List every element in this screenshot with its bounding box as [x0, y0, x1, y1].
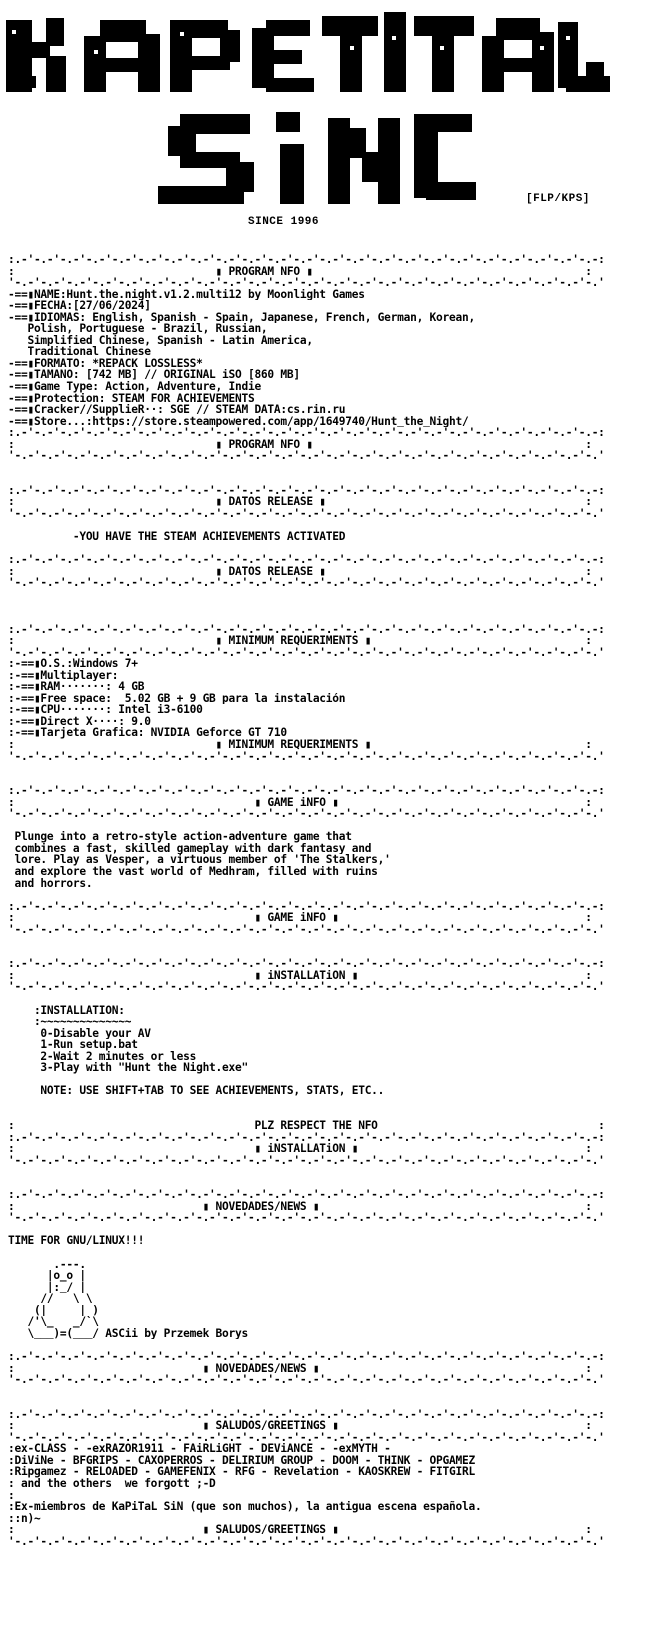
nfo-line	[8, 1224, 648, 1236]
nfo-line	[8, 1339, 648, 1351]
nfo-line: -==▮Game Type: Action, Adventure, Indie	[8, 381, 261, 393]
nfo-line: '-.-'-.-'-.-'-.-'-.-'-.-'-.-'-.-'-.-'-.-'-.-'-.-'-.-'-.-'-.-'-.-'-.-'-.-'-.-'-.-'-.-'-.-'-.'	[8, 750, 605, 763]
nfo-line: |o_o |	[8, 1270, 86, 1282]
nfo-line: : ▮ PROGRAM NFO ▮ :	[8, 265, 592, 278]
group-logo	[0, 0, 656, 228]
nfo-line: ::n)~	[8, 1512, 41, 1525]
nfo-line	[8, 462, 648, 474]
nfo-line: :-==▮CPU·······: Intel i3-6100	[8, 704, 203, 716]
nfo-line: '-.-'-.-'-.-'-.-'-.-'-.-'-.-'-.-'-.-'-.-'-.-'-.-'-.-'-.-'-.-'-.-'-.-'-.-'-.-'-.-'-.-'-.-'-.'	[8, 277, 605, 289]
nfo-line: '-.-'-.-'-.-'-.-'-.-'-.-'-.-'-.-'-.-'-.-'-.-'-.-'-.-'-.-'-.-'-.-'-.-'-.-'-.-'-.-'-.-'-.-'-.'	[8, 1431, 605, 1444]
nfo-line: '-.-'-.-'-.-'-.-'-.-'-.-'-.-'-.-'-.-'-.-'-.-'-.-'-.-'-.-'-.-'-.-'-.-'-.-'-.-'-.-'-.-'-.-'-.'	[8, 1535, 605, 1548]
nfo-line	[8, 774, 648, 786]
nfo-line: :ex-CLASS - -exRAZOR1911 - FAiRLiGHT - DEViANCE - -exMYTH -	[8, 1443, 391, 1455]
nfo-line: :.-'-.-'-.-'-.-'-.-'-.-'-.-'-.-'-.-'-.-'-.-'-.-'-.-'-.-'-.-'-.-'-.-'-.-'-.-'-.-'-.-'-.-'-.-:	[8, 785, 605, 797]
nfo-line: : ▮ DATOS RELEASE ▮ :	[8, 496, 592, 509]
nfo-line: : ▮ SALUDOS/GREETINGS ▮ :	[8, 1524, 592, 1536]
logo-word-kapital	[0, 6, 620, 106]
nfo-line: \___)=(___/ ASCii by Przemek Borys	[8, 1327, 248, 1340]
nfo-line: :-==▮Multiplayer:	[8, 669, 119, 682]
nfo-line: :.-'-.-'-.-'-.-'-.-'-.-'-.-'-.-'-.-'-.-'-.-'-.-'-.-'-.-'-.-'-.-'-.-'-.-'-.-'-.-'-.-'-.-'-.-:	[8, 1131, 605, 1144]
nfo-line: lore. Play as Vesper, a virtuous member of 'The Stalkers,'	[8, 854, 391, 866]
nfo-line: : PLZ RESPECT THE NFO :	[8, 1120, 605, 1132]
nfo-line: -==▮FECHA:[27/06/2024]	[8, 300, 151, 312]
nfo-line: :	[8, 1489, 15, 1502]
nfo-line: -==▮NAME:Hunt.the.night.v1.2.multi12 by Moonlight Games	[8, 288, 365, 301]
nfo-line: :.-'-.-'-.-'-.-'-.-'-.-'-.-'-.-'-.-'-.-'-.-'-.-'-.-'-.-'-.-'-.-'-.-'-.-'-.-'-.-'-.-'-.-'-.-:	[8, 484, 605, 497]
nfo-line: : ▮ iNSTALLATiON ▮ :	[8, 969, 592, 982]
nfo-line	[8, 1074, 648, 1086]
nfo-line: :Ex-miembros de KaPiTaL SiN (que son muchos), la antigua escena española.	[8, 1501, 482, 1513]
nfo-line: :.-'-.-'-.-'-.-'-.-'-.-'-.-'-.-'-.-'-.-'-.-'-.-'-.-'-.-'-.-'-.-'-.-'-.-'-.-'-.-'-.-'-.-'-.-:	[8, 427, 605, 439]
nfo-body	[8, 254, 648, 1547]
nfo-line	[8, 947, 648, 959]
nfo-line	[8, 600, 648, 612]
nfo-line: :-==▮Free space: 5.02 GB + 9 GB para la instalación	[8, 692, 346, 705]
nfo-line: NOTE: USE SHIFT+TAB TO SEE ACHIEVEMENTS, STATS, ETC..	[8, 1085, 385, 1097]
nfo-line: '-.-'-.-'-.-'-.-'-.-'-.-'-.-'-.-'-.-'-.-'-.-'-.-'-.-'-.-'-.-'-.-'-.-'-.-'-.-'-.-'-.-'-.-'-.'	[8, 923, 605, 936]
nfo-line: Traditional Chinese	[8, 346, 151, 358]
nfo-line: :-==▮RAM·······: 4 GB	[8, 681, 145, 693]
nfo-line: '-.-'-.-'-.-'-.-'-.-'-.-'-.-'-.-'-.-'-.-'-.-'-.-'-.-'-.-'-.-'-.-'-.-'-.-'-.-'-.-'-.-'-.-'-.'	[8, 450, 605, 462]
nfo-line: :-==▮Direct X····: 9.0	[8, 715, 151, 728]
nfo-line: : ▮ DATOS RELEASE ▮ :	[8, 565, 592, 578]
nfo-line	[8, 473, 648, 485]
nfo-line	[8, 543, 648, 555]
nfo-line: and horrors.	[8, 877, 93, 890]
nfo-line: '-.-'-.-'-.-'-.-'-.-'-.-'-.-'-.-'-.-'-.-'-.-'-.-'-.-'-.-'-.-'-.-'-.-'-.-'-.-'-.-'-.-'-.-'-.'	[8, 808, 605, 820]
nfo-line: : ▮ GAME iNFO ▮ :	[8, 912, 592, 924]
nfo-line: 2-Wait 2 minutes or less	[8, 1050, 197, 1063]
nfo-line: : ▮ PROGRAM NFO ▮ :	[8, 438, 592, 451]
nfo-line: : ▮ NOVEDADES/NEWS ▮ :	[8, 1200, 592, 1213]
nfo-line: :-==▮O.S.:Windows 7+	[8, 658, 138, 670]
nfo-line: -==▮Cracker//SupplieR··: SGE // STEAM DATA:cs.rin.ru	[8, 404, 346, 416]
nfo-line: :-==▮Tarjeta Grafica: NVIDIA Geforce GT 710	[8, 727, 287, 739]
nfo-line	[8, 1397, 648, 1409]
nfo-line: : ▮ NOVEDADES/NEWS ▮ :	[8, 1362, 592, 1375]
nfo-line	[8, 1247, 648, 1259]
nfo-line: (| | )	[8, 1304, 99, 1317]
nfo-line: |:_/ |	[8, 1281, 86, 1294]
nfo-line	[8, 820, 648, 832]
nfo-line: -==▮FORMATO: *REPACK LOSSLESS*	[8, 357, 203, 370]
nfo-line	[8, 1178, 648, 1190]
nfo-line: :~~~~~~~~~~~~~~	[8, 1016, 132, 1028]
nfo-line: : ▮ MINIMUM REQUERIMENTS ▮ :	[8, 738, 592, 751]
nfo-line: -==▮Store...:https://store.steampowered.com/app/1649740/Hunt_the_Night/	[8, 415, 469, 428]
nfo-line: :.-'-.-'-.-'-.-'-.-'-.-'-.-'-.-'-.-'-.-'-.-'-.-'-.-'-.-'-.-'-.-'-.-'-.-'-.-'-.-'-.-'-.-'-.-:	[8, 1189, 605, 1201]
nfo-line: '-.-'-.-'-.-'-.-'-.-'-.-'-.-'-.-'-.-'-.-'-.-'-.-'-.-'-.-'-.-'-.-'-.-'-.-'-.-'-.-'-.-'-.-'-.'	[8, 1212, 605, 1224]
nfo-line	[8, 589, 648, 601]
nfo-line: : ▮ GAME iNFO ▮ :	[8, 796, 592, 809]
nfo-line: Polish, Portuguese - Brazil, Russian,	[8, 323, 268, 335]
nfo-line	[8, 762, 648, 774]
nfo-line: :DiViNe - BFGRIPS - CAXOPERROS - DELIRIUM GROUP - DOOM - THINK - OPGAMEZ	[8, 1454, 475, 1467]
nfo-line: :INSTALLATION:	[8, 1004, 125, 1017]
nfo-line: :.-'-.-'-.-'-.-'-.-'-.-'-.-'-.-'-.-'-.-'-.-'-.-'-.-'-.-'-.-'-.-'-.-'-.-'-.-'-.-'-.-'-.-'-.-:	[8, 554, 605, 566]
nfo-line: '-.-'-.-'-.-'-.-'-.-'-.-'-.-'-.-'-.-'-.-'-.-'-.-'-.-'-.-'-.-'-.-'-.-'-.-'-.-'-.-'-.-'-.-'-.'	[8, 981, 605, 993]
nfo-line: :.-'-.-'-.-'-.-'-.-'-.-'-.-'-.-'-.-'-.-'-.-'-.-'-.-'-.-'-.-'-.-'-.-'-.-'-.-'-.-'-.-'-.-'-.-:	[8, 623, 605, 636]
nfo-line: // \ \	[8, 1293, 93, 1305]
group-tag: [FLP/KPS]	[526, 193, 590, 205]
nfo-line: -==▮IDIOMAS: English, Spanish - Spain, Japanese, French, German, Korean,	[8, 311, 475, 324]
nfo-line: '-.-'-.-'-.-'-.-'-.-'-.-'-.-'-.-'-.-'-.-'-.-'-.-'-.-'-.-'-.-'-.-'-.-'-.-'-.-'-.-'-.-'-.-'-.'	[8, 577, 605, 589]
nfo-line	[8, 1386, 648, 1398]
nfo-line: : ▮ SALUDOS/GREETINGS ▮ :	[8, 1420, 592, 1432]
nfo-line	[8, 935, 648, 947]
nfo-line: '-.-'-.-'-.-'-.-'-.-'-.-'-.-'-.-'-.-'-.-'-.-'-.-'-.-'-.-'-.-'-.-'-.-'-.-'-.-'-.-'-.-'-.-'-.'	[8, 508, 605, 520]
nfo-line: : and the others we forgott ;-D	[8, 1477, 216, 1490]
nfo-line: 3-Play with "Hunt the Night.exe"	[8, 1062, 248, 1074]
nfo-line: :.-'-.-'-.-'-.-'-.-'-.-'-.-'-.-'-.-'-.-'-.-'-.-'-.-'-.-'-.-'-.-'-.-'-.-'-.-'-.-'-.-'-.-'-.-:	[8, 900, 605, 913]
nfo-line	[8, 889, 648, 901]
nfo-line: '-.-'-.-'-.-'-.-'-.-'-.-'-.-'-.-'-.-'-.-'-.-'-.-'-.-'-.-'-.-'-.-'-.-'-.-'-.-'-.-'-.-'-.-'-.'	[8, 1154, 605, 1167]
nfo-line: Plunge into a retro-style action-adventure game that	[8, 831, 352, 843]
nfo-line: -YOU HAVE THE STEAM ACHIEVEMENTS ACTIVATED	[8, 531, 346, 543]
nfo-line: :.-'-.-'-.-'-.-'-.-'-.-'-.-'-.-'-.-'-.-'-.-'-.-'-.-'-.-'-.-'-.-'-.-'-.-'-.-'-.-'-.-'-.-'-.-:	[8, 254, 605, 266]
nfo-line: and explore the vast world of Medhram, filled with ruins	[8, 865, 378, 878]
nfo-line: :.-'-.-'-.-'-.-'-.-'-.-'-.-'-.-'-.-'-.-'-.-'-.-'-.-'-.-'-.-'-.-'-.-'-.-'-.-'-.-'-.-'-.-'-.-:	[8, 1408, 605, 1421]
nfo-line	[8, 1166, 648, 1178]
nfo-line: '-.-'-.-'-.-'-.-'-.-'-.-'-.-'-.-'-.-'-.-'-.-'-.-'-.-'-.-'-.-'-.-'-.-'-.-'-.-'-.-'-.-'-.-'-.'	[8, 646, 605, 659]
nfo-line: 1-Run setup.bat	[8, 1039, 138, 1051]
nfo-line	[8, 612, 648, 624]
nfo-line: -==▮Protection: STEAM FOR ACHIEVEMENTS	[8, 392, 255, 405]
since-label: SINCE 1996	[248, 216, 320, 228]
nfo-line: 0-Disable your AV	[8, 1027, 151, 1040]
nfo-line	[8, 993, 648, 1005]
nfo-line: :.-'-.-'-.-'-.-'-.-'-.-'-.-'-.-'-.-'-.-'-.-'-.-'-.-'-.-'-.-'-.-'-.-'-.-'-.-'-.-'-.-'-.-'-.-:	[8, 958, 605, 970]
nfo-line: '-.-'-.-'-.-'-.-'-.-'-.-'-.-'-.-'-.-'-.-'-.-'-.-'-.-'-.-'-.-'-.-'-.-'-.-'-.-'-.-'-.-'-.-'-.'	[8, 1374, 605, 1386]
nfo-line: :.-'-.-'-.-'-.-'-.-'-.-'-.-'-.-'-.-'-.-'-.-'-.-'-.-'-.-'-.-'-.-'-.-'-.-'-.-'-.-'-.-'-.-'-.-:	[8, 1350, 605, 1363]
nfo-line: : ▮ MINIMUM REQUERIMENTS ▮ :	[8, 635, 592, 647]
nfo-line: combines a fast, skilled gameplay with dark fantasy and	[8, 842, 372, 855]
nfo-line: : ▮ iNSTALLATiON ▮ :	[8, 1143, 592, 1155]
nfo-line: /'\_ _/`\	[8, 1316, 99, 1328]
nfo-line: .---.	[8, 1258, 86, 1271]
nfo-line: :Ripgamez - RELOADED - GAMEFENIX - RFG - Revelation - KAOSKREW - FITGIRL	[8, 1466, 475, 1478]
nfo-line	[8, 520, 648, 532]
nfo-line	[8, 1108, 648, 1120]
nfo-line: TIME FOR GNU/LINUX!!!	[8, 1235, 145, 1248]
nfo-line: Simplified Chinese, Spanish - Latin America,	[8, 334, 313, 347]
nfo-line	[8, 1097, 648, 1109]
nfo-line: -==▮TAMAÑO: [742 MB] // ORIGINAL iSO [860 MB]	[8, 369, 300, 382]
